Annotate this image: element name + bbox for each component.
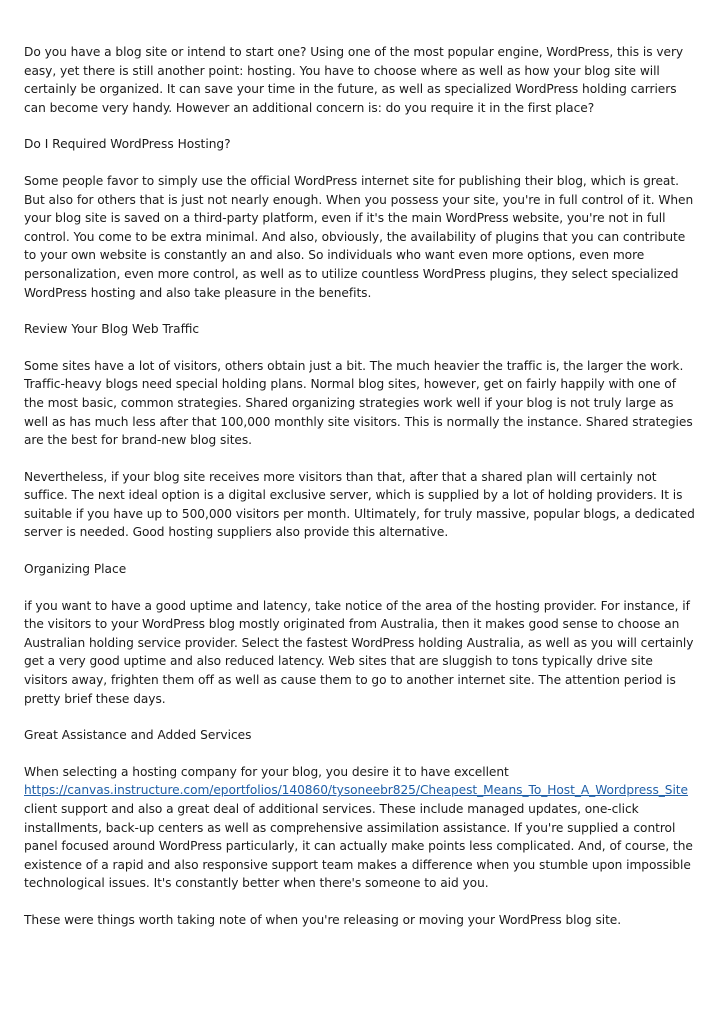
location-paragraph: if you want to have a good uptime and latency, take notice of the area of the hosting provider. For instance, if the visitors to your WordPress blog mostly originated from Australia, then it makes good sense to choose an Australian holding service provider. Select the fastest WordPress holding Australia, as well as you will certainly get a very good uptime and also reduced latency. Web sites that are sluggish to tons typically drive site visitors away, frighten them off as well as cause them to go to another internet site. The attention period is pretty brief these days. — [24, 598, 694, 706]
support-paragraph — [24, 763, 698, 893]
section-heading-location: Organizing Place — [24, 562, 127, 577]
outro-paragraph: These were things worth taking note of when you're releasing or moving your WordPress blog site. — [24, 912, 622, 927]
canvas-portfolio-link[interactable]: https://canvas.instructure.com/eportfolios/140860/tysoneebr825/Cheapest_Means_To_Host_A_Wordpress_Site — [24, 783, 688, 798]
support-text-before-link: When selecting a hosting company for your blog, you desire it to have excellent — [24, 764, 509, 779]
traffic-paragraph-1: Some sites have a lot of visitors, others obtain just a bit. The much heavier the traffic is, the larger the work. Traffic-heavy blogs need special holding plans. Normal blog sites, however, get on fairly happily with one of the most basic, common strategies. Shared organizing strategies work well if your blog is not truly large as well as has much less after that 100,000 monthly site visitors. This is normally the instance. Shared strategies are the best for brand-new blog sites. — [24, 358, 693, 448]
support-text-after-link: client support and also a great deal of additional services. These include managed updates, one-click installments, back-up centers as well as comprehensive assimilation assistance. If you're supplied a control panel focused around WordPress particularly, it can actually make points less complicated. And, of course, the existence of a rapid and also responsive support team makes a difference when you stumble upon impossible technological issues. It's constantly better when there's someone to aid you. — [24, 802, 693, 891]
section-heading-hosting: Do I Required WordPress Hosting? — [24, 137, 231, 152]
section-heading-support: Great Assistance and Added Services — [24, 728, 252, 743]
intro-paragraph: Do you have a blog site or intend to start one? Using one of the most popular engine, WordPress, this is very easy, yet there is still another point: hosting. You have to choose where as well as how your blog site will certainly be organized. It can save your time in the future, as well as specialized WordPress holding carriers can become very handy. However an additional concern is: do you require it in the first place? — [24, 45, 684, 115]
hosting-paragraph: Some people favor to simply use the official WordPress internet site for publishing their blog, which is great. But also for others that is just not nearly enough. When you possess your site, you're in full control of it. When your blog site is saved on a third-party platform, even if it's the main WordPress website, you're not in full control. You come to be extra minimal. And also, obviously, the availability of plugins that you can contribute to your own website is constantly an and also. So individuals who want even more options, even more personalization, even more control, as well as to utilize countless WordPress plugins, they select specialized WordPress hosting and also take pleasure in the benefits. — [24, 173, 694, 300]
section-heading-traffic: Review Your Blog Web Traffic — [24, 322, 200, 337]
traffic-paragraph-2: Nevertheless, if your blog site receives more visitors than that, after that a shared plan will certainly not suffice. The next ideal option is a digital exclusive server, which is supplied by a lot of holding providers. It is suitable if you have up to 500,000 visitors per month. Ultimately, for truly massive, popular blogs, a dedicated server is needed. Good hosting suppliers also provide this alternative. — [24, 469, 695, 540]
